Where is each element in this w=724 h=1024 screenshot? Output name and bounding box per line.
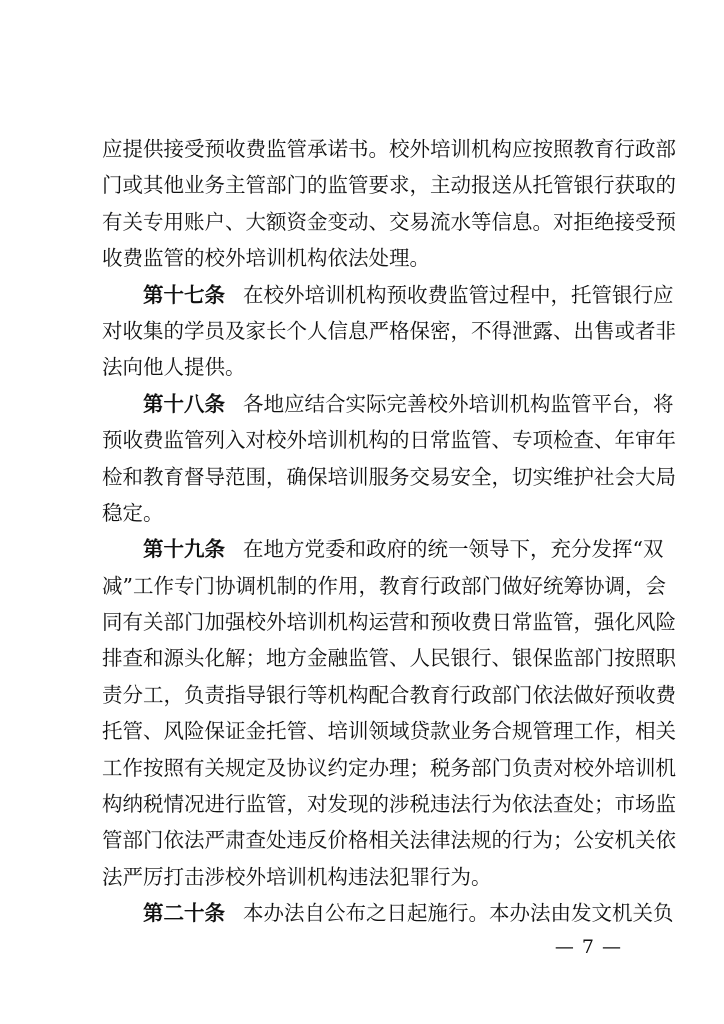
article-19-heading: 第十九条 (143, 537, 225, 562)
text-line: 有关专用账户、大额资金变动、交易流水等信息。对拒绝接受预 (102, 209, 676, 234)
text-line: 管部门依法严肃查处违反价格相关法律法规的行为；公安机关依 (102, 828, 676, 853)
text-line: 法向他人提供。 (102, 355, 246, 380)
text-line: 预收费监管列入对校外培训机构的日常监管、专项检查、年审年 (102, 428, 676, 453)
text-line: 稳定。 (102, 500, 164, 525)
text-line: 减”工作专门协调机制的作用，教育行政部门做好统筹协调，会 (102, 573, 666, 598)
article-17-first-line (102, 277, 674, 313)
text-line: 托管、风险保证金托管、培训领域贷款业务合规管理工作，相关 (102, 719, 676, 744)
text-line: 工作按照有关规定及协议约定办理；税务部门负责对校外培训机 (102, 755, 676, 780)
article-18-first-line (102, 386, 674, 422)
text-line: 应提供接受预收费监管承诺书。校外培训机构应按照教育行政部 (102, 137, 676, 161)
text-span: 各地应结合实际完善校外培训机构监管平台，将 (243, 391, 674, 416)
text-span: 本办法自公布之日起施行。本办法由发文机关负 (243, 901, 674, 926)
text-line: 法严厉打击涉校外培训机构违法犯罪行为。 (102, 864, 492, 889)
text-line: 门或其他业务主管部门的监管要求，主动报送从托管银行获取的 (102, 173, 676, 198)
text-line: 收费监管的校外培训机构依法处理。 (102, 246, 430, 271)
text-span: 在地方党委和政府的统一领导下，充分发挥“双 (243, 537, 664, 562)
text-line: 构纳税情况进行监管，对发现的涉税违法行为依法查处；市场监 (102, 792, 676, 817)
article-17-heading: 第十七条 (143, 282, 225, 307)
text-line: 对收集的学员及家长个人信息严格保密，不得泄露、出售或者非 (102, 318, 676, 343)
article-18-heading: 第十八条 (143, 391, 225, 416)
article-19-first-line (102, 531, 664, 567)
article-20-heading: 第二十条 (143, 901, 225, 926)
page-number: — 7 — (554, 936, 622, 958)
text-line: 责分工，负责指导银行等机构配合教育行政部门依法做好预收费 (102, 682, 676, 707)
article-20-first-line (102, 895, 674, 931)
text-span: 在校外培训机构预收费监管过程中，托管银行应 (243, 282, 674, 307)
text-line: 排查和源头化解；地方金融监管、人民银行、银保监部门按照职 (102, 646, 676, 671)
text-line: 检和教育督导范围，确保培训服务交易安全，切实维护社会大局 (102, 464, 676, 489)
body-text (102, 131, 676, 932)
text-line: 同有关部门加强校外培训机构运营和预收费日常监管，强化风险 (102, 610, 676, 635)
